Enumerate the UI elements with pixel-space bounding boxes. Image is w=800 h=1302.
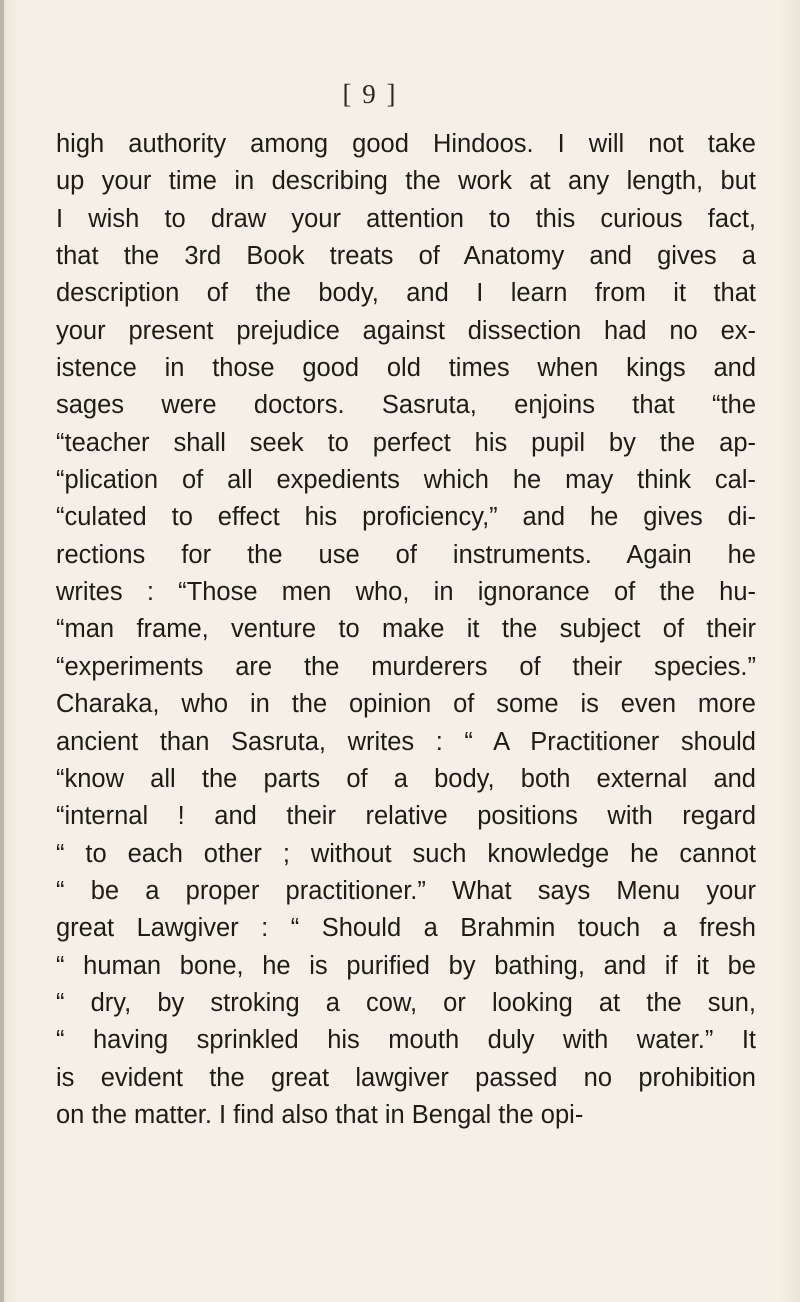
text-line: “ human bone, he is purified by bathing, and if it be <box>56 951 756 980</box>
text-line: “ to each other ; without such knowledge he cannot <box>56 839 756 868</box>
text-line: “plication of all expedients which he may think cal- <box>56 466 756 495</box>
text-line: “ dry, by stroking a cow, or looking at the sun, <box>56 988 756 1017</box>
text-line: that the 3rd Book treats of Anatomy and gives a <box>56 242 756 271</box>
text-line: up your time in describing the work at any length, but <box>56 167 756 196</box>
text-line: “experiments are the murderers of their species.” <box>56 652 756 681</box>
page-number: [ 9 ] <box>342 79 398 109</box>
text-line: “internal ! and their relative positions with regard <box>56 802 756 831</box>
text-line: writes : “Those men who, in ignorance of the hu- <box>56 578 756 607</box>
text-line: “teacher shall seek to perfect his pupil by the ap- <box>56 428 756 457</box>
text-line: ancient than Sasruta, writes : “ A Practitioner should <box>56 727 756 756</box>
text-line: istence in those good old times when kings and <box>56 354 756 383</box>
text-line: great Lawgiver : “ Should a Brahmin touch a fresh <box>56 914 756 943</box>
text-line: “know all the parts of a body, both external and <box>56 764 756 793</box>
text-line: is evident the great lawgiver passed no prohibition <box>56 1063 756 1092</box>
text-line: on the matter. I find also that in Bengal the opi- <box>56 1100 584 1129</box>
text-line: sages were doctors. Sasruta, enjoins that “the <box>56 391 756 420</box>
text-line: “man frame, venture to make it the subject of their <box>56 615 756 644</box>
body-text <box>56 126 756 1134</box>
text-line: I wish to draw your attention to this curious fact, <box>56 204 756 233</box>
text-line: description of the body, and I learn from it that <box>56 279 756 308</box>
text-line: “ be a proper practitioner.” What says Menu your <box>56 876 756 905</box>
text-line: rections for the use of instruments. Again he <box>56 540 756 569</box>
text-line: “culated to effect his proficiency,” and he gives di- <box>56 503 756 532</box>
page-left-edge <box>0 0 4 1302</box>
text-line: “ having sprinkled his mouth duly with water.” It <box>56 1026 756 1055</box>
text-line: high authority among good Hindoos. I will not take <box>56 130 756 158</box>
text-line: your present prejudice against dissection had no ex- <box>56 316 756 345</box>
text-line: Charaka, who in the opinion of some is even more <box>56 690 756 719</box>
